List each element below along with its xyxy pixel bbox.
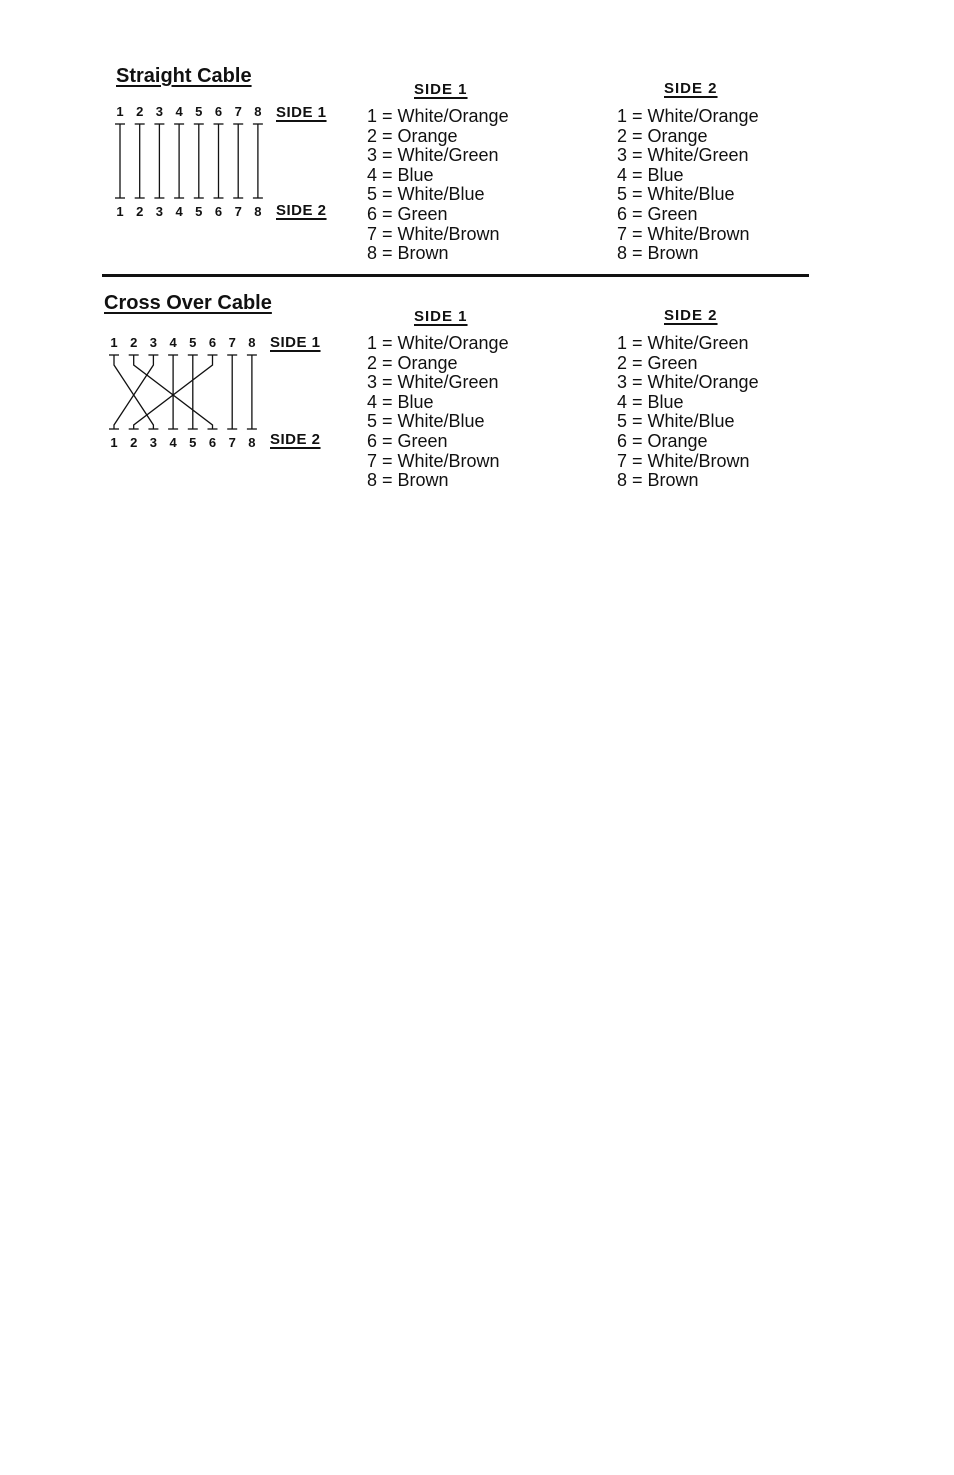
pin-assignment: 6 = Orange — [617, 430, 708, 451]
straight-bottom-pin-number: 2 — [136, 204, 144, 219]
pin-assignment: 5 = White/Blue — [617, 411, 735, 432]
pin-assignment: 7 = White/Brown — [617, 450, 750, 471]
straight-bottom-pin-number: 6 — [214, 204, 223, 219]
pin-assignment: 1 = White/Green — [617, 333, 749, 353]
crossover-diagram-side1-label: SIDE 1 — [270, 334, 321, 351]
pin-assignment: 2 = Orange — [367, 125, 458, 146]
crossover-side1-pin-list — [367, 334, 509, 491]
pin-assignment: 3 = White/Green — [617, 145, 749, 166]
straight-side2-heading: SIDE 2 — [664, 80, 718, 97]
straight-top-pin-number: 6 — [214, 104, 223, 119]
pin-assignment: 8 = Brown — [617, 470, 699, 491]
pin-assignment: 7 = White/Brown — [367, 223, 500, 244]
pin-assignment: 1 = White/Orange — [367, 106, 509, 126]
straight-top-pin-number: 3 — [155, 104, 164, 119]
crossover-cable-title: Cross Over Cable — [104, 292, 272, 314]
pin-assignment: 3 = White/Green — [367, 372, 499, 393]
pin-assignment: 7 = White/Brown — [367, 450, 500, 471]
pin-assignment: 5 = White/Blue — [367, 411, 485, 432]
pin-assignment: 6 = Green — [367, 203, 448, 224]
straight-bottom-pin-number: 1 — [116, 204, 124, 219]
straight-top-pin-number: 4 — [175, 104, 183, 119]
straight-bottom-pin-number: 8 — [254, 204, 262, 219]
crossover-bottom-pin-number: 2 — [130, 435, 138, 450]
pin-assignment: 8 = Brown — [367, 470, 449, 491]
pin-assignment: 3 = White/Green — [367, 145, 499, 166]
pin-assignment: 3 = White/Orange — [617, 372, 759, 393]
crossover-top-pin-number: 2 — [130, 335, 138, 350]
straight-top-pin-number: 8 — [254, 104, 262, 119]
crossover-diagram-side2-label: SIDE 2 — [270, 431, 321, 448]
straight-top-pin-number: 7 — [234, 104, 242, 119]
crossover-side2-heading: SIDE 2 — [664, 307, 718, 324]
crossover-top-pin-number: 7 — [228, 335, 236, 350]
crossover-top-pin-number: 5 — [189, 335, 197, 350]
pin-assignment: 5 = White/Blue — [367, 184, 485, 205]
pin-assignment: 1 = White/Orange — [367, 333, 509, 353]
straight-bottom-pin-number: 7 — [234, 204, 242, 219]
crossover-bottom-pin-number: 7 — [228, 435, 236, 450]
crossover-bottom-pin-number: 4 — [169, 435, 177, 450]
section-divider — [102, 274, 809, 277]
straight-bottom-pin-number: 4 — [175, 204, 183, 219]
pin-assignment: 7 = White/Brown — [617, 223, 750, 244]
crossover-wire — [114, 355, 153, 429]
pin-assignment: 5 = White/Blue — [617, 184, 735, 205]
crossover-top-pin-number: 1 — [110, 335, 118, 350]
straight-side1-pin-list — [367, 107, 509, 264]
straight-side2-pin-list — [617, 107, 759, 264]
crossover-top-pin-number: 6 — [208, 335, 217, 350]
straight-cable-title: Straight Cable — [116, 65, 252, 87]
crossover-bottom-pin-number: 3 — [149, 435, 158, 450]
straight-bottom-pin-number: 5 — [195, 204, 203, 219]
pin-assignment: 6 = Green — [367, 430, 448, 451]
pin-assignment: 4 = Blue — [617, 164, 684, 185]
straight-bottom-pin-number: 3 — [155, 204, 164, 219]
pin-assignment: 2 = Orange — [617, 125, 708, 146]
straight-top-pin-number: 2 — [136, 104, 144, 119]
pin-assignment: 8 = Brown — [617, 243, 699, 264]
straight-diagram-side2-label: SIDE 2 — [276, 202, 327, 219]
crossover-top-pin-number: 8 — [248, 335, 256, 350]
pin-assignment: 2 = Orange — [367, 352, 458, 373]
straight-top-pin-number: 1 — [116, 104, 124, 119]
crossover-bottom-pin-number: 8 — [248, 435, 256, 450]
pin-assignment: 4 = Blue — [367, 391, 434, 412]
crossover-bottom-pin-number: 5 — [189, 435, 197, 450]
pin-assignment: 8 = Brown — [367, 243, 449, 264]
crossover-top-pin-number: 4 — [169, 335, 177, 350]
pin-assignment: 1 = White/Orange — [617, 106, 759, 126]
pin-assignment: 6 = Green — [617, 203, 698, 224]
pin-assignment: 4 = Blue — [367, 164, 434, 185]
crossover-side1-heading: SIDE 1 — [414, 308, 468, 325]
pin-assignment: 4 = Blue — [617, 391, 684, 412]
crossover-side2-pin-list — [617, 334, 759, 491]
crossover-bottom-pin-number: 6 — [208, 435, 217, 450]
straight-diagram-side1-label: SIDE 1 — [276, 104, 327, 121]
pin-assignment: 2 = Green — [617, 352, 698, 373]
straight-top-pin-number: 5 — [195, 104, 203, 119]
crossover-bottom-pin-number: 1 — [110, 435, 118, 450]
crossover-top-pin-number: 3 — [149, 335, 158, 350]
crossover-wire — [114, 355, 153, 429]
straight-side1-heading: SIDE 1 — [414, 81, 468, 98]
